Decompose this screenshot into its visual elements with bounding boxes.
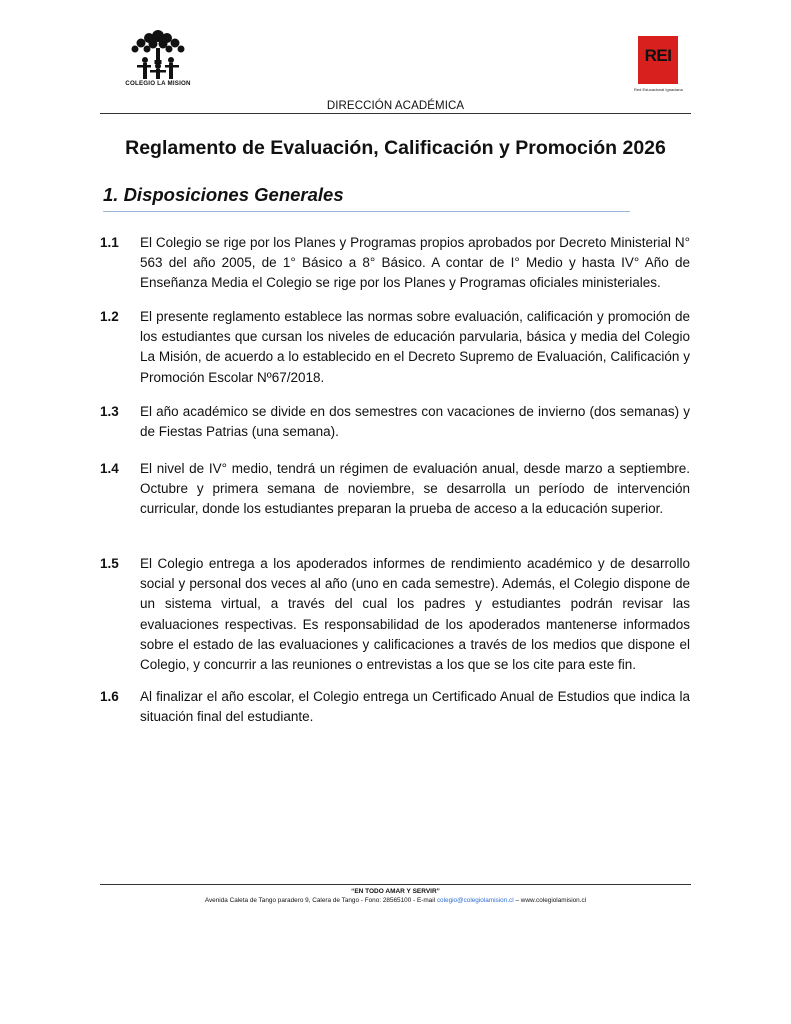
section-divider [103,211,630,212]
footer-address [0,897,791,904]
document-title: Reglamento de Evaluación, Calificación y Promoción 2026 [125,137,666,159]
item-number: 1.2 [100,309,119,324]
list-item [100,459,690,520]
list-item [100,554,690,675]
item-text: El nivel de IV° medio, tendrá un régimen de evaluación anual, desde marzo a septiembre. Octubre y primera semana de noviembre, se desarrolla un período de intervención curricular, donde los estudiantes preparan la prueba de acceso a la educación superior. [140,461,690,517]
list-item [100,233,690,294]
item-text: Al finalizar el año escolar, el Colegio entrega un Certificado Anual de Estudios que indica la situación final del estudiante. [140,689,690,725]
item-number: 1.1 [100,235,119,250]
list-item [100,307,690,388]
section-title: 1. Disposiciones Generales [103,184,344,205]
department-heading: DIRECCIÓN ACADÉMICA [326,100,465,112]
list-item [100,687,690,727]
footer-email-link[interactable]: colegio@colegiolamision.cl [436,897,514,904]
header-divider [100,113,691,114]
rei-logo-text: REI [644,46,672,65]
rei-logo [620,36,684,96]
item-number: 1.3 [100,404,119,419]
item-number: 1.5 [100,556,119,571]
tree-people-icon [123,28,193,80]
colegio-logo-text: COLEGIO LA MISION [125,80,191,87]
footer-address-prefix: Avenida Caleta de Tango paradero 9, Calera de Tango - Fono: 28565100 - E-mail [204,897,437,904]
list-item [100,402,690,442]
rei-logo-box [638,36,678,84]
footer-address-suffix: – www.colegiolamision.cl [513,897,587,904]
item-text: El presente reglamento establece las normas sobre evaluación, calificación y promoción de los estudiantes que cursan los niveles de educación parvularia, básica y media del Colegio La Misión, de acuerdo a lo establecido en el Decreto Supremo de Evaluación, Calificación y Promoción Escolar Nº67/2018. [140,309,690,385]
footer-motto: “EN TODO AMAR Y SERVIR” [351,888,440,895]
item-text: El año académico se divide en dos semestres con vacaciones de invierno (dos semanas) y de Fiestas Patrias (una semana). [140,404,690,440]
item-number: 1.4 [100,461,119,476]
item-text: El Colegio se rige por los Planes y Programas propios aprobados por Decreto Ministerial N° 563 del año 2005, de 1° Básico a 8° Básico. A contar de I° Medio y hasta IV° Año de Enseñanza Media el Colegio se rige por los Planes y Programas oficiales ministeriales. [140,235,690,291]
item-text: El Colegio entrega a los apoderados informes de rendimiento académico y de desarrollo social y personal dos veces al año (uno en cada semestre). Además, el Colegio dispone de un sistema virtual, a través del cual los padres y estudiantes podrán revisar las evaluaciones respectivas. Es responsabilidad de los apoderados mantenerse informados sobre el estado de las evaluaciones y calificaciones a través de los medios que dispone el Colegio, y concurrir a las reuniones o entrevistas a los que se los cite para este fin. [140,556,690,673]
footer-divider [100,884,691,885]
item-number: 1.6 [100,689,119,704]
rei-logo-subtitle: Red Educacional Ignaciana [634,87,683,92]
colegio-la-mision-logo [118,28,198,92]
